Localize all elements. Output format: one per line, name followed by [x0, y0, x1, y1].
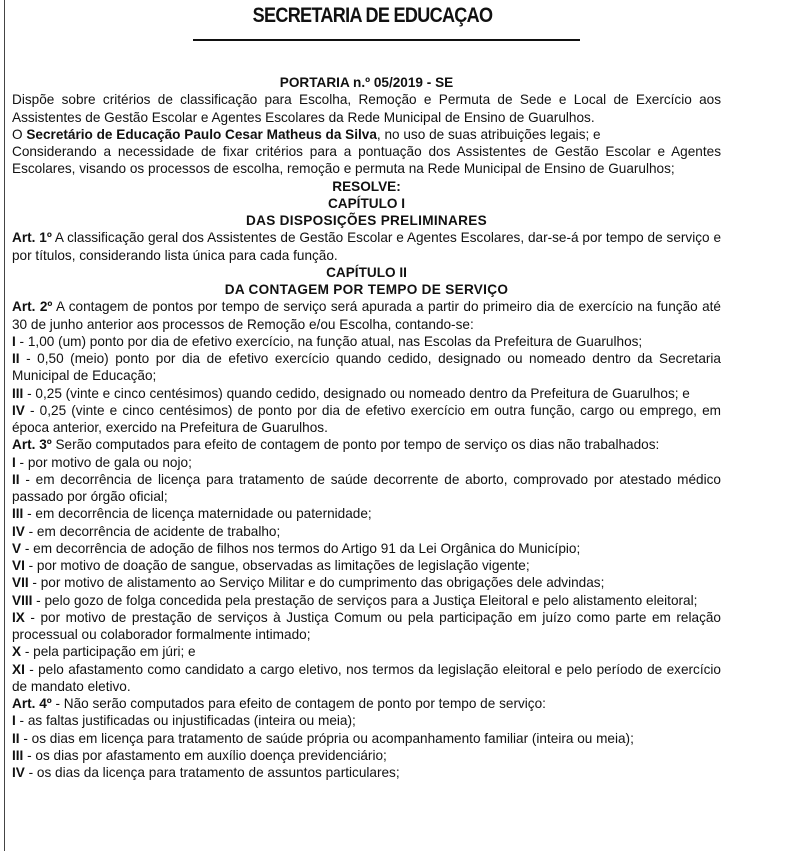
article-1 [12, 229, 721, 264]
list-item [12, 523, 721, 540]
item-numeral: II [12, 351, 20, 366]
list-item [12, 557, 721, 574]
item-numeral: IX [12, 609, 25, 625]
article-text: - Não serão computados para efeito de contagem de ponto por tempo de serviço: [51, 696, 546, 711]
item-text: - em decorrência de acidente de trabalho; [24, 523, 281, 539]
item-text: - pelo afastamento como candidato a cargo eletivo, nos termos da legislação eleitoral e pelo período de exercício de mandato eletivo. [12, 661, 721, 694]
secretary-name: Secretário de Educação Paulo Cesar Matheus da Silva [26, 126, 377, 142]
list-item [12, 609, 721, 644]
list-item [12, 540, 721, 557]
intro-suffix: , no uso de suas atribuições legais; e [376, 126, 601, 142]
list-item [12, 333, 721, 350]
resolve-heading: RESOLVE: [332, 178, 401, 194]
item-numeral: I [12, 454, 16, 470]
list-item [12, 385, 721, 402]
item-numeral: VIII [12, 592, 33, 608]
item-numeral: II [12, 730, 20, 746]
item-text: - 0,25 (vinte e cinco centésimos) de ponto por dia de efetivo exercício em outra função, cargo ou emprego, em época anterior, exercido na Prefeitura de Guarulhos. [12, 402, 721, 435]
item-text: - os dias da licença para tratamento de assuntos particulares; [24, 765, 400, 780]
item-numeral: I [12, 333, 16, 349]
considerando-paragraph: Considerando a necessidade de fixar critérios para a pontuação dos Assistentes de Gestão Escolar e Agentes Escolares, visando os processos de escolha, remoção e permuta na Rede Municipal de Ensino de Guarulhos; [12, 144, 721, 177]
item-numeral: VI [12, 558, 25, 573]
article-text: A contagem de pontos por tempo de serviço será apurada a partir do primeiro dia de exercício na função até 30 de junho anterior aos processos de Remoção e/ou Escolha, contando-se: [12, 299, 721, 332]
list-item [12, 643, 721, 660]
item-text: - por motivo de prestação de serviços à Justiça Comum ou pela participação em juízo como parte em relação processual ou colaborador formalmente intimado; [12, 609, 721, 642]
page-margin-rule [4, 0, 5, 851]
article-3 [12, 436, 721, 453]
ementa-paragraph: Dispõe sobre critérios de classificação para Escolha, Remoção e Permuta de Sede e Local de Exercício aos Assistentes de Gestão Escolar e Agentes Escolares da Rede Municipal de Ensino de Guarulhos. [12, 92, 721, 125]
item-numeral: III [12, 385, 24, 401]
article-label: Art. 1º [12, 230, 52, 246]
item-text: - em decorrência de licença maternidade ou paternidade; [23, 506, 372, 522]
list-item [12, 402, 721, 437]
article-label: Art. 4º [12, 696, 52, 711]
title-underline [193, 39, 580, 41]
list-item [12, 747, 721, 764]
intro-paragraph [12, 126, 721, 143]
item-numeral: IV [12, 765, 25, 780]
item-text: - por motivo de doação de sangue, observadas as limitações de legislação vigente; [24, 558, 530, 573]
list-item [12, 454, 721, 471]
list-item [12, 592, 721, 609]
item-numeral: III [12, 747, 24, 763]
item-text: - as faltas justificadas ou injustificadas (inteira ou meia); [15, 713, 356, 729]
chapter-1-heading: CAPÍTULO I [327, 195, 406, 211]
list-item [12, 350, 721, 385]
chapter-2-heading: CAPÍTULO II [326, 264, 407, 280]
item-numeral: IV [12, 402, 25, 418]
list-item [12, 712, 721, 729]
chapter-2-title: DA CONTAGEM POR TEMPO DE SERVIÇO [224, 282, 509, 297]
item-text: - os dias por afastamento em auxílio doença previdenciário; [23, 747, 387, 763]
item-numeral: VII [12, 575, 29, 591]
item-text: - por motivo de alistamento ao Serviço Militar e do cumprimento das obrigações dele advindas; [28, 575, 605, 591]
chapter-1-title: DAS DISPOSIÇÕES PRELIMINARES [245, 213, 488, 228]
item-numeral: XI [12, 661, 25, 677]
portaria-heading: PORTARIA n.º 05/2019 - SE [279, 75, 454, 90]
item-text: - os dias em licença para tratamento de saúde própria ou acompanhamento familiar (inteira ou meia); [19, 730, 634, 746]
item-text: - em decorrência de licença para tratamento de saúde decorrente de aborto, comprovado por atestado médico passado por órgão oficial; [12, 471, 721, 504]
document-body [12, 74, 721, 781]
article-4 [12, 695, 721, 712]
item-text: - 1,00 (um) ponto por dia de efetivo exercício, na função atual, nas Escolas da Prefeitura de Guarulhos; [15, 333, 643, 349]
article-label: Art. 3º [12, 437, 52, 453]
item-numeral: II [12, 471, 20, 487]
item-numeral: V [12, 540, 22, 556]
article-label: Art. 2º [12, 299, 53, 315]
item-numeral: I [12, 713, 16, 729]
article-text: A classificação geral dos Assistentes de Gestão Escolar e Agentes Escolares, dar-se-á por tempo de serviço e por títulos, considerando lista única para cada função. [12, 230, 722, 263]
item-text: - pelo gozo de folga concedida pela prestação de serviços para a Justiça Eleitoral e pelo alistamento eleitoral; [32, 592, 698, 608]
article-text: Serão computados para efeito de contagem de ponto por tempo de serviço os dias não trabalhados: [51, 437, 660, 453]
item-text: - em decorrência de adoção de filhos nos termos do Artigo 91 da Lei Orgânica do Município; [21, 540, 581, 556]
intro-prefix: O [12, 126, 27, 142]
list-item [12, 471, 721, 506]
list-item [12, 505, 721, 522]
list-item [12, 730, 721, 747]
item-numeral: III [12, 506, 24, 522]
item-numeral: IV [12, 523, 25, 539]
item-text: - pela participação em júri; e [21, 644, 196, 660]
list-item [12, 764, 721, 781]
item-text: - 0,25 (vinte e cinco centésimos) quando cedido, designado ou nomeado dentro da Prefeitura de Guarulhos; e [23, 385, 690, 401]
item-text: - por motivo de gala ou nojo; [15, 454, 192, 470]
item-numeral: X [12, 644, 22, 660]
article-2 [12, 298, 721, 333]
list-item [12, 574, 721, 591]
list-item [12, 661, 721, 696]
page-title: SECRETARIA DE EDUCAÇAO [252, 4, 493, 27]
item-text: - 0,50 (meio) ponto por dia de efetivo exercício quando cedido, designado ou nomeado dentro da Secretaria Municipal de Educação; [12, 351, 721, 384]
